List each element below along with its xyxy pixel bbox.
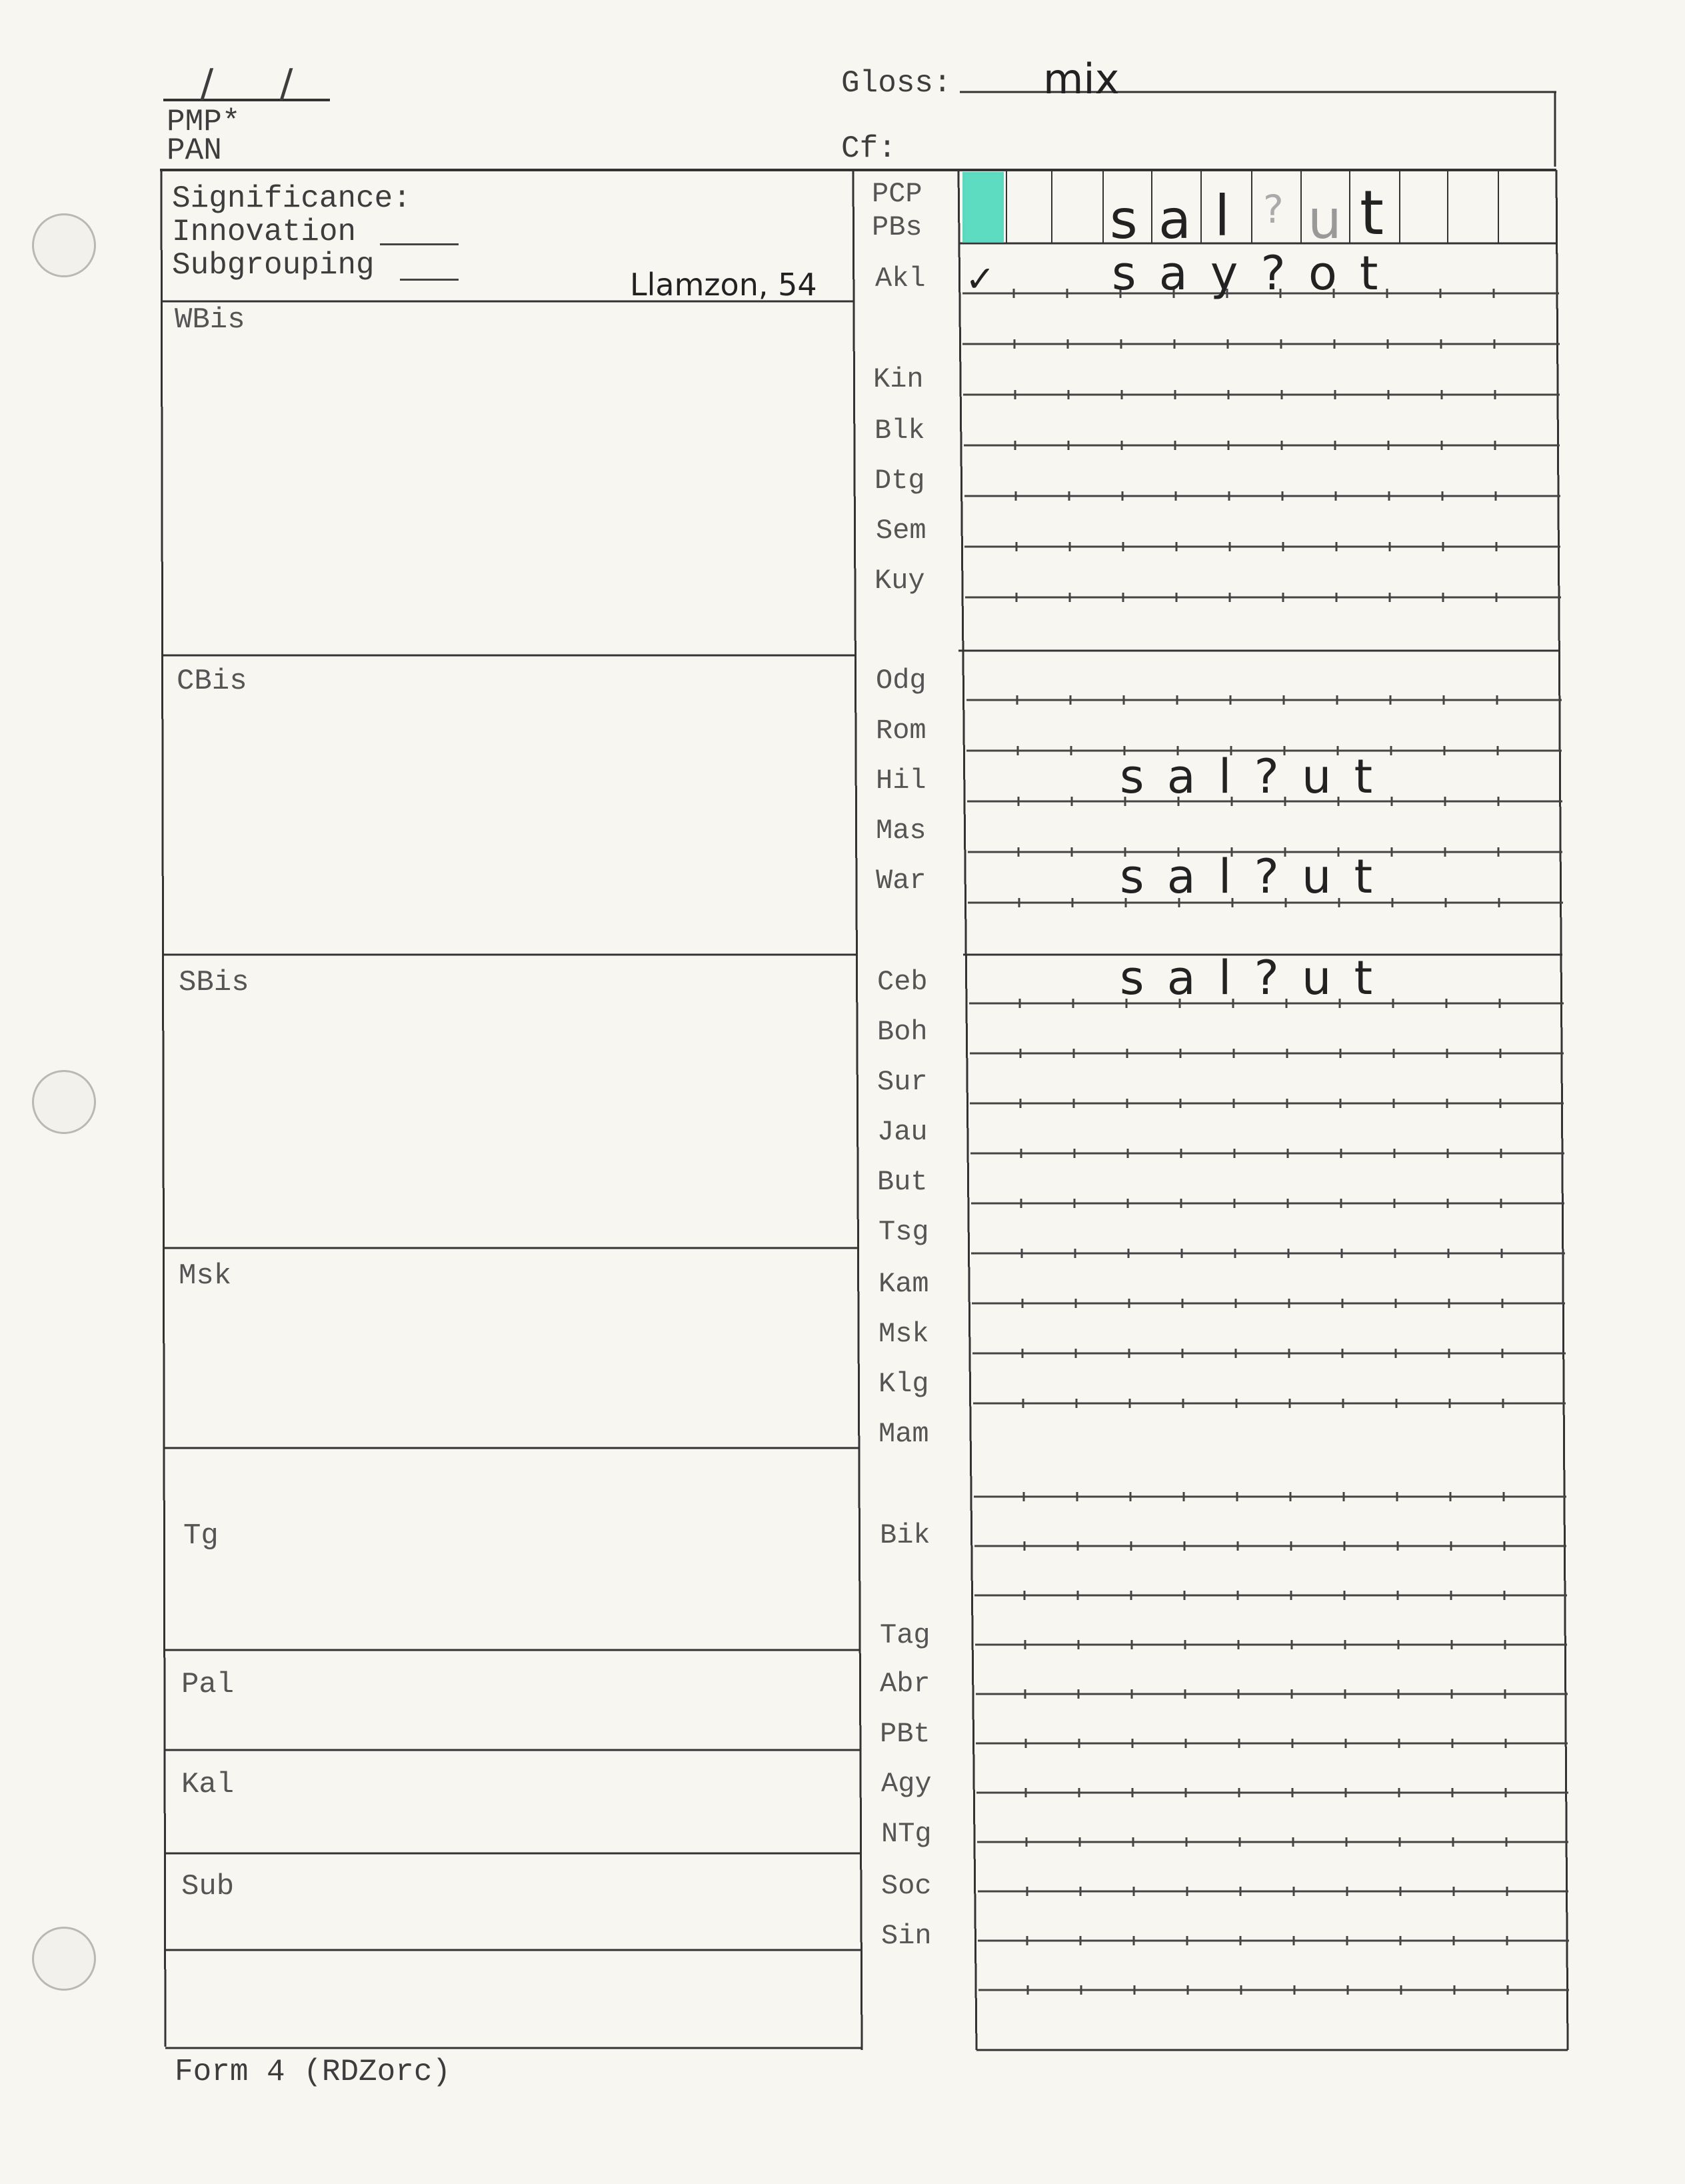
lang-bik: Bik bbox=[880, 1519, 930, 1551]
lang-pbt: PBt bbox=[880, 1718, 930, 1750]
pbs-letter-1: s bbox=[1110, 189, 1138, 251]
lang-akl: Akl bbox=[875, 263, 926, 295]
akl-check: ✓ bbox=[965, 258, 996, 300]
source-citation: Llamzon, 54 bbox=[630, 267, 817, 303]
akl-form: s a y ? o t bbox=[1112, 246, 1382, 301]
lang-but: But bbox=[877, 1166, 928, 1198]
significance-title: Significance: bbox=[172, 181, 411, 216]
gloss-label: Gloss: bbox=[841, 66, 952, 101]
lang-agy: Agy bbox=[881, 1768, 932, 1800]
lang-pbs: PBs bbox=[872, 211, 922, 243]
lang-ntg: NTg bbox=[881, 1818, 932, 1850]
hil-form: s a l ? u t bbox=[1120, 749, 1377, 804]
lang-pcp: PCP bbox=[872, 178, 922, 210]
lang-mam: Mam bbox=[878, 1418, 929, 1450]
section-sub: Sub bbox=[181, 1870, 235, 1903]
lang-war: War bbox=[876, 865, 926, 897]
section-wbis: WBis bbox=[175, 303, 245, 337]
lang-kuy: Kuy bbox=[874, 565, 925, 597]
lang-blk: Blk bbox=[874, 415, 925, 447]
lang-tsg: Tsg bbox=[878, 1216, 929, 1248]
lang-boh: Boh bbox=[877, 1016, 928, 1048]
lang-sur: Sur bbox=[877, 1066, 928, 1098]
section-sbis: SBis bbox=[179, 966, 249, 999]
lang-klg: Klg bbox=[878, 1368, 929, 1400]
subgrouping-label: Subgrouping bbox=[172, 248, 375, 283]
pbs-letter-3: l bbox=[1214, 183, 1230, 249]
pmp-label: PMP* bbox=[167, 105, 241, 139]
war-form: s a l ? u t bbox=[1120, 849, 1377, 904]
innovation-blank bbox=[380, 243, 459, 245]
lang-jau: Jau bbox=[877, 1116, 928, 1148]
date-mark: / / bbox=[200, 61, 320, 107]
section-tg: Tg bbox=[183, 1519, 219, 1553]
innovation-label: Innovation bbox=[172, 215, 357, 249]
lang-msk: Msk bbox=[878, 1318, 929, 1350]
lang-rom: Rom bbox=[876, 715, 926, 747]
subgrouping-blank bbox=[400, 279, 459, 281]
section-kal: Kal bbox=[181, 1768, 235, 1801]
lang-odg: Odg bbox=[876, 665, 926, 697]
ceb-form: s a l ? u t bbox=[1120, 951, 1377, 1005]
lang-abr: Abr bbox=[880, 1668, 930, 1700]
lang-sin: Sin bbox=[881, 1920, 932, 1952]
pbs-letter-5: u bbox=[1308, 189, 1342, 251]
form-footer: Form 4 (RDZorc) bbox=[175, 2055, 451, 2089]
lang-hil: Hil bbox=[876, 765, 926, 797]
section-cbis: CBis bbox=[177, 665, 247, 698]
pbs-letter-4: ? bbox=[1263, 187, 1284, 232]
pan-label: PAN bbox=[167, 133, 222, 168]
lang-ceb: Ceb bbox=[877, 966, 928, 998]
lang-kam: Kam bbox=[878, 1268, 929, 1300]
lang-tag: Tag bbox=[880, 1619, 930, 1651]
cf-label: Cf: bbox=[841, 131, 896, 166]
lang-mas: Mas bbox=[876, 815, 926, 847]
pbs-letter-2: a bbox=[1158, 189, 1192, 251]
lang-soc: Soc bbox=[881, 1870, 932, 1902]
pbs-letter-6: t bbox=[1360, 177, 1384, 249]
section-pal: Pal bbox=[181, 1668, 235, 1701]
lang-sem: Sem bbox=[876, 515, 926, 547]
section-msk: Msk bbox=[179, 1259, 232, 1293]
lang-dtg: Dtg bbox=[874, 465, 925, 497]
lang-kin: Kin bbox=[873, 363, 924, 395]
gloss-value: mix bbox=[1043, 55, 1120, 103]
